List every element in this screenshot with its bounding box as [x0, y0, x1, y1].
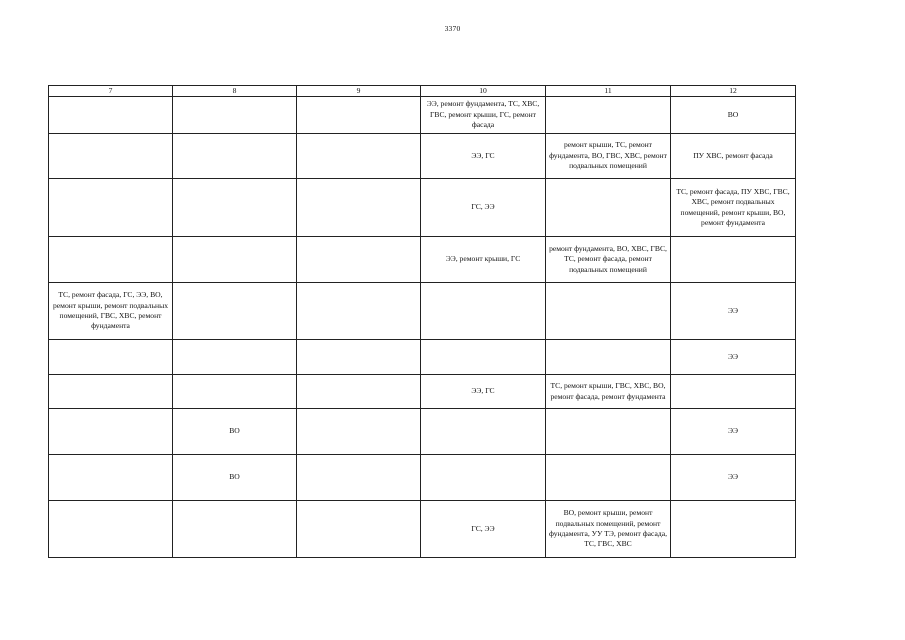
table-cell: ЭЭ, ремонт крыши, ГС	[421, 237, 546, 283]
data-table	[48, 85, 796, 558]
table-cell	[546, 179, 671, 237]
table-cell	[173, 501, 297, 558]
table-cell	[546, 283, 671, 340]
table-cell	[297, 97, 421, 134]
table-cell	[297, 179, 421, 237]
table-cell: ТС, ремонт крыши, ГВС, ХВС, ВО, ремонт фасада, ремонт фундамента	[546, 375, 671, 409]
table-cell: ВО	[173, 409, 297, 455]
table-cell: ЭЭ, ГС	[421, 134, 546, 179]
table-cell: ВО	[173, 455, 297, 501]
table-cell	[297, 455, 421, 501]
table-cell: ЭЭ	[671, 283, 796, 340]
table-cell	[173, 340, 297, 375]
table-cell	[49, 409, 173, 455]
table-cell: ремонт крыши, ТС, ремонт фундамента, ВО, ГВС, ХВС, ремонт подвальных помещений	[546, 134, 671, 179]
table-cell	[49, 501, 173, 558]
table-cell: ВО, ремонт крыши, ремонт подвальных помещений, ремонт фундамента, УУ ТЭ, ремонт фасада, ТС, ГВС, ХВС	[546, 501, 671, 558]
table-cell	[297, 409, 421, 455]
table-cell	[297, 340, 421, 375]
table-row	[49, 455, 796, 501]
table-cell	[173, 283, 297, 340]
header-row	[49, 86, 796, 97]
table-cell	[546, 97, 671, 134]
table-cell	[173, 179, 297, 237]
table-row	[49, 134, 796, 179]
table-row	[49, 97, 796, 134]
table-cell	[421, 409, 546, 455]
column-header-8: 8	[173, 86, 297, 97]
table-cell	[421, 340, 546, 375]
column-header-7: 7	[49, 86, 173, 97]
table-cell	[49, 237, 173, 283]
table-cell	[297, 237, 421, 283]
column-header-10: 10	[421, 86, 546, 97]
table-cell: ЭЭ	[671, 340, 796, 375]
table-row	[49, 340, 796, 375]
table-cell	[49, 455, 173, 501]
table-cell	[173, 134, 297, 179]
table-cell: ГС, ЭЭ	[421, 501, 546, 558]
table-cell	[49, 375, 173, 409]
table-cell: ремонт фундамента, ВО, ХВС, ГВС, ТС, ремонт фасада, ремонт подвальных помещений	[546, 237, 671, 283]
table-cell	[421, 283, 546, 340]
column-header-11: 11	[546, 86, 671, 97]
table-cell	[546, 409, 671, 455]
table-cell	[671, 501, 796, 558]
table-cell	[671, 375, 796, 409]
table-row	[49, 501, 796, 558]
table-row	[49, 283, 796, 340]
table-cell	[421, 455, 546, 501]
table-cell: ВО	[671, 97, 796, 134]
table-cell	[297, 134, 421, 179]
table-cell	[297, 501, 421, 558]
table-cell: ЭЭ	[671, 455, 796, 501]
table-row	[49, 237, 796, 283]
table-cell	[297, 283, 421, 340]
table-cell	[173, 237, 297, 283]
table-row	[49, 375, 796, 409]
table-cell: ПУ ХВС, ремонт фасада	[671, 134, 796, 179]
table-cell: ЭЭ	[671, 409, 796, 455]
column-header-12: 12	[671, 86, 796, 97]
table-cell: ТС, ремонт фасада, ГС, ЭЭ, ВО, ремонт крыши, ремонт подвальных помещений, ГВС, ХВС, ремонт фундамента	[49, 283, 173, 340]
table-cell	[671, 237, 796, 283]
table-cell: ЭЭ, ГС	[421, 375, 546, 409]
table-cell	[49, 134, 173, 179]
table-cell: ЭЭ, ремонт фундамента, ТС, ХВС, ГВС, ремонт крыши, ГС, ремонт фасада	[421, 97, 546, 134]
table-cell	[546, 340, 671, 375]
table-cell	[173, 375, 297, 409]
column-header-9: 9	[297, 86, 421, 97]
table-cell	[546, 455, 671, 501]
table-row	[49, 409, 796, 455]
table-row	[49, 179, 796, 237]
table-cell	[297, 375, 421, 409]
table-cell: ГС, ЭЭ	[421, 179, 546, 237]
table-cell	[49, 340, 173, 375]
table-cell	[173, 97, 297, 134]
table-cell	[49, 179, 173, 237]
page-number: 3370	[444, 24, 461, 33]
table-cell	[49, 97, 173, 134]
table-cell: ТС, ремонт фасада, ПУ ХВС, ГВС, ХВС, ремонт подвальных помещений, ремонт крыши, ВО, ремонт фундамента	[671, 179, 796, 237]
